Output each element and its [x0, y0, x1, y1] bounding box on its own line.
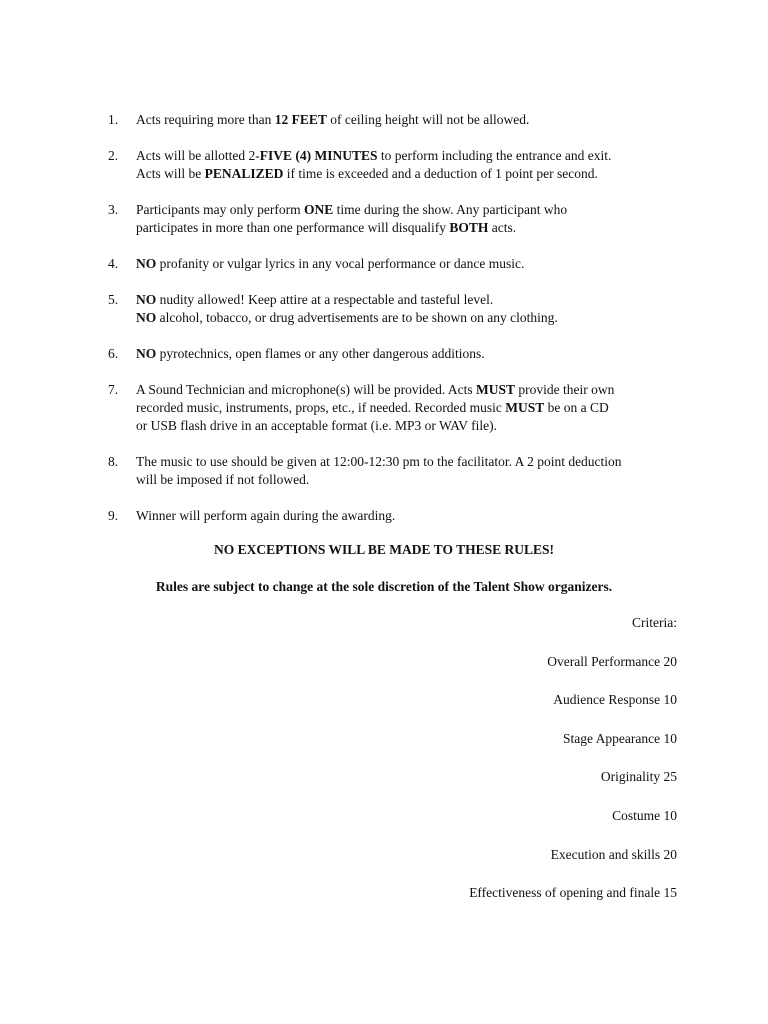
rule-segment: time during the show. Any participant who	[333, 202, 568, 217]
rule-line	[136, 507, 688, 525]
rule-segment: to perform including the entrance and exit.	[377, 148, 612, 163]
rule-number: 2.	[108, 148, 119, 163]
criteria-item: Costume 10	[612, 807, 677, 823]
rule-text	[136, 147, 688, 183]
rule-segment: Acts will be	[136, 166, 205, 181]
rule-segment: Acts requiring more than	[136, 112, 275, 127]
rule-item	[108, 453, 688, 489]
no-exceptions-notice: NO EXCEPTIONS WILL BE MADE TO THESE RULES!	[214, 542, 554, 557]
rule-segment: Participants may only perform	[136, 202, 304, 217]
criteria-item: Originality 25	[600, 769, 677, 785]
rule-segment: or USB flash drive in an acceptable format (i.e. MP3 or WAV file).	[136, 418, 498, 433]
rule-segment: Winner will perform again during the awarding.	[136, 508, 396, 523]
criteria-item: Overall Performance 20	[547, 653, 677, 669]
rule-item	[108, 111, 688, 129]
rule-number: 5.	[108, 292, 119, 307]
rule-segment: Acts will be allotted 2-	[136, 148, 260, 163]
rule-number: 3.	[108, 202, 119, 217]
rule-number: 9.	[108, 508, 119, 523]
criteria-section	[469, 614, 677, 923]
rule-text	[136, 507, 688, 525]
rule-line	[136, 399, 688, 417]
rule-line	[136, 111, 688, 129]
rule-number: 4.	[108, 256, 119, 271]
rule-item	[108, 201, 688, 237]
rule-segment: alcohol, tobacco, or drug advertisements are to be shown on any clothing.	[156, 310, 558, 325]
rule-segment: recorded music, instruments, props, etc., if needed. Recorded music	[136, 400, 506, 415]
rule-line	[136, 471, 688, 489]
rule-emphasis: FIVE (4) MINUTES	[259, 148, 378, 163]
rule-emphasis: BOTH	[449, 220, 489, 235]
rule-line	[136, 291, 688, 309]
rule-line	[136, 453, 688, 471]
rule-segment: pyrotechnics, open flames or any other dangerous additions.	[156, 346, 485, 361]
rule-item	[108, 147, 688, 183]
rule-number: 6.	[108, 346, 119, 361]
rule-text	[136, 345, 688, 363]
rule-segment: profanity or vulgar lyrics in any vocal performance or dance music.	[156, 256, 525, 271]
rule-item	[108, 345, 688, 363]
rule-segment: be on a CD	[544, 400, 609, 415]
rule-emphasis: NO	[136, 292, 157, 307]
rule-text	[136, 111, 688, 129]
rule-emphasis: NO	[136, 310, 157, 325]
rule-segment: if time is exceeded and a deduction of 1 point per second.	[283, 166, 598, 181]
criteria-item: Execution and skills 20	[550, 846, 677, 862]
rule-emphasis: MUST	[476, 382, 516, 397]
rule-line	[136, 255, 688, 273]
rule-line	[136, 147, 688, 165]
rule-segment: will be imposed if not followed.	[136, 472, 310, 487]
rule-emphasis: ONE	[303, 202, 334, 217]
rule-emphasis: 12 FEET	[274, 112, 327, 127]
rule-segment: participates in more than one performance will disqualify	[136, 220, 450, 235]
rule-number: 7.	[108, 382, 119, 397]
rule-line	[136, 201, 688, 219]
rules-list	[108, 111, 688, 543]
rule-segment: provide their own	[515, 382, 615, 397]
criteria-heading: Criteria:	[632, 615, 677, 630]
rule-text	[136, 201, 688, 237]
rule-line	[136, 381, 688, 399]
rule-segment: nudity allowed! Keep attire at a respectable and tasteful level.	[156, 292, 494, 307]
rule-emphasis: NO	[136, 346, 157, 361]
rule-text	[136, 381, 688, 435]
rule-text	[136, 291, 688, 327]
rule-emphasis: MUST	[505, 400, 545, 415]
rule-number: 8.	[108, 454, 119, 469]
rule-text	[136, 255, 688, 273]
rule-line	[136, 309, 688, 327]
criteria-item: Effectiveness of opening and finale 15	[469, 885, 677, 901]
rules-disclaimer: Rules are subject to change at the sole discretion of the Talent Show organizers.	[155, 579, 613, 594]
rule-segment: A Sound Technician and microphone(s) will be provided. Acts	[136, 382, 476, 397]
rule-emphasis: NO	[136, 256, 157, 271]
rule-item	[108, 255, 688, 273]
rule-line	[136, 417, 688, 435]
rule-segment: acts.	[488, 220, 517, 235]
criteria-item: Audience Response 10	[553, 692, 677, 708]
rule-item	[108, 507, 688, 525]
rule-segment: of ceiling height will not be allowed.	[326, 112, 530, 127]
rule-emphasis: PENALIZED	[204, 166, 284, 181]
rule-number: 1.	[108, 112, 119, 127]
rule-segment: The music to use should be given at 12:00-12:30 pm to the facilitator. A 2 point deduction	[136, 454, 622, 469]
rule-item	[108, 291, 688, 327]
rule-line	[136, 345, 688, 363]
rule-text	[136, 453, 688, 489]
rule-item	[108, 381, 688, 435]
criteria-item: Stage Appearance 10	[563, 730, 677, 746]
rule-line	[136, 165, 688, 183]
rule-line	[136, 219, 688, 237]
